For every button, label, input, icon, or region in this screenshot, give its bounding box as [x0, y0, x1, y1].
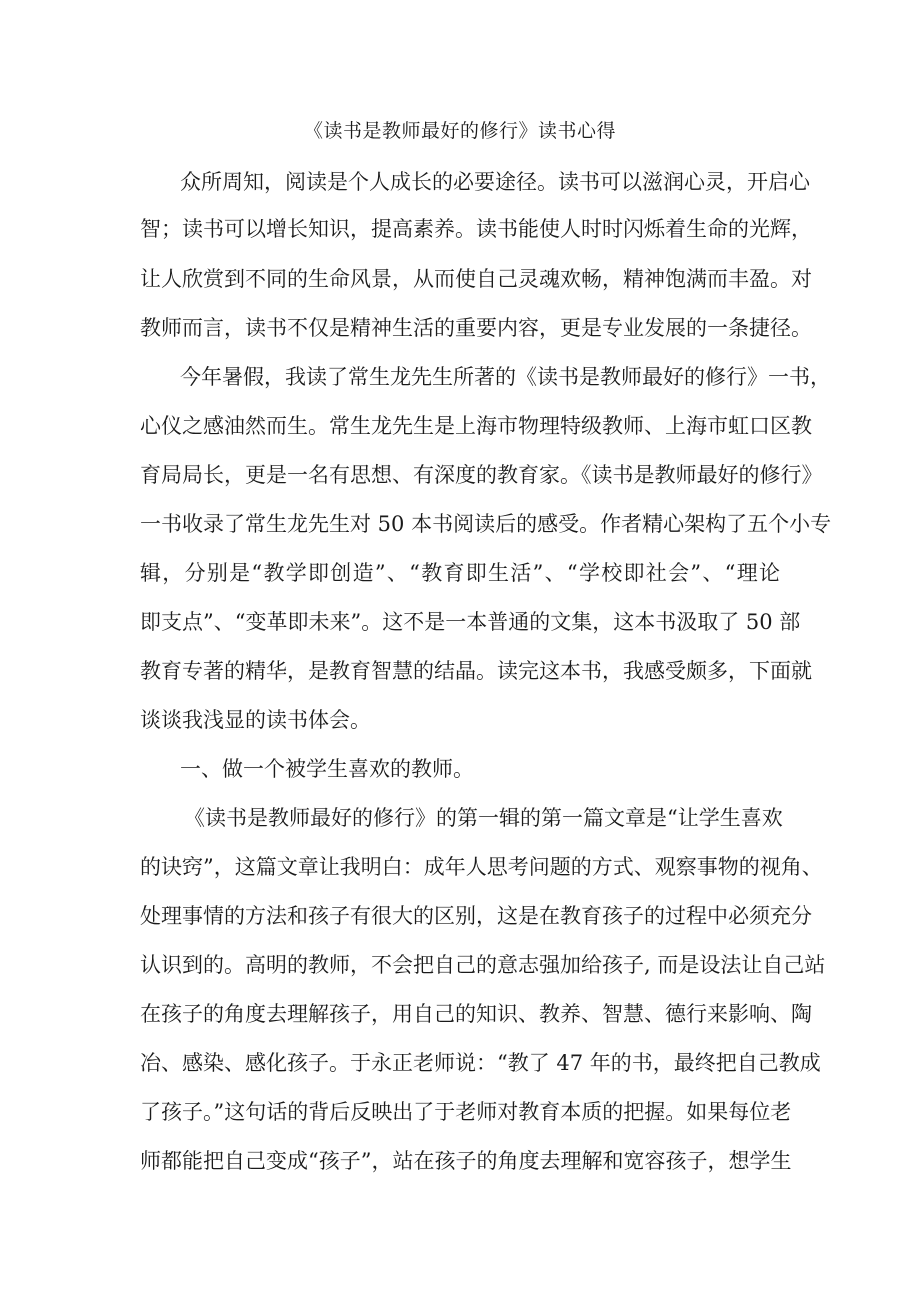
paragraph-line: 教师而言，读书不仅是精神生活的重要内容，更是专业发展的一条捷径。 [140, 316, 812, 340]
paragraph-line: 心仪之感油然而生。常生龙先生是上海市物理特级教师、上海市虹口区教 [140, 414, 812, 438]
paragraph-line: 让人欣赏到不同的生命风景，从而使自己灵魂欢畅，精神饱满而丰盈。对 [140, 267, 812, 291]
paragraph-line: 师都能把自己变成“孩子”，站在孩子的角度去理解和宽容孩子，想学生 [140, 1149, 792, 1173]
paragraph-line: 教育专著的精华，是教育智慧的结晶。读完这本书，我感受颇多，下面就 [140, 659, 812, 683]
paragraph-line: 即支点”、“变革即未来”。这不是一本普通的文集，这本书汲取了 50 部 [140, 610, 801, 634]
paragraph-line: 认识到的。高明的教师，不会把自己的意志强加给孩子, 而是设法让自己站 [140, 953, 826, 977]
paragraph-line: 众所周知，阅读是个人成长的必要途径。读书可以滋润心灵，开启心 [180, 170, 810, 194]
paragraph-line: 智；读书可以增长知识，提高素养。读书能使人时时闪烁着生命的光辉， [140, 217, 812, 241]
paragraph-line: 处理事情的方法和孩子有很大的区别，这是在教育孩子的过程中必须充分 [140, 904, 812, 928]
paragraph-line: 冶、感染、感化孩子。于永正老师说：“教了 47 年的书，最终把自己教成 [140, 1051, 821, 1075]
document-title: 《读书是教师最好的修行》读书心得 [303, 120, 616, 142]
section-heading: 一、做一个被学生喜欢的教师。 [180, 757, 474, 781]
paragraph-line: 一书收录了常生龙先生对 50 本书阅读后的感受。作者精心架构了五个小专 [140, 512, 832, 536]
paragraph-line: 在孩子的角度去理解孩子，用自己的知识、教养、智慧、德行来影响、陶 [140, 1002, 812, 1026]
paragraph-line: 辑，分别是“教学即创造”、“教育即生活”、“学校即社会”、“理论 [140, 561, 780, 585]
paragraph-line: 今年暑假，我读了常生龙先生所著的《读书是教师最好的修行》一书， [180, 365, 831, 389]
paragraph-line: 育局局长，更是一名有思想、有深度的教育家。《读书是教师最好的修行》 [140, 463, 823, 487]
paragraph-line: 的诀窍”，这篇文章让我明白：成年人思考问题的方式、观察事物的视角、 [140, 855, 823, 879]
paragraph-line: 《读书是教师最好的修行》的第一辑的第一篇文章是“让学生喜欢 [184, 806, 783, 830]
paragraph-line: 谈谈我浅显的读书体会。 [140, 708, 371, 732]
paragraph-line: 了孩子。”这句话的背后反映出了于老师对教育本质的把握。如果每位老 [140, 1100, 792, 1124]
